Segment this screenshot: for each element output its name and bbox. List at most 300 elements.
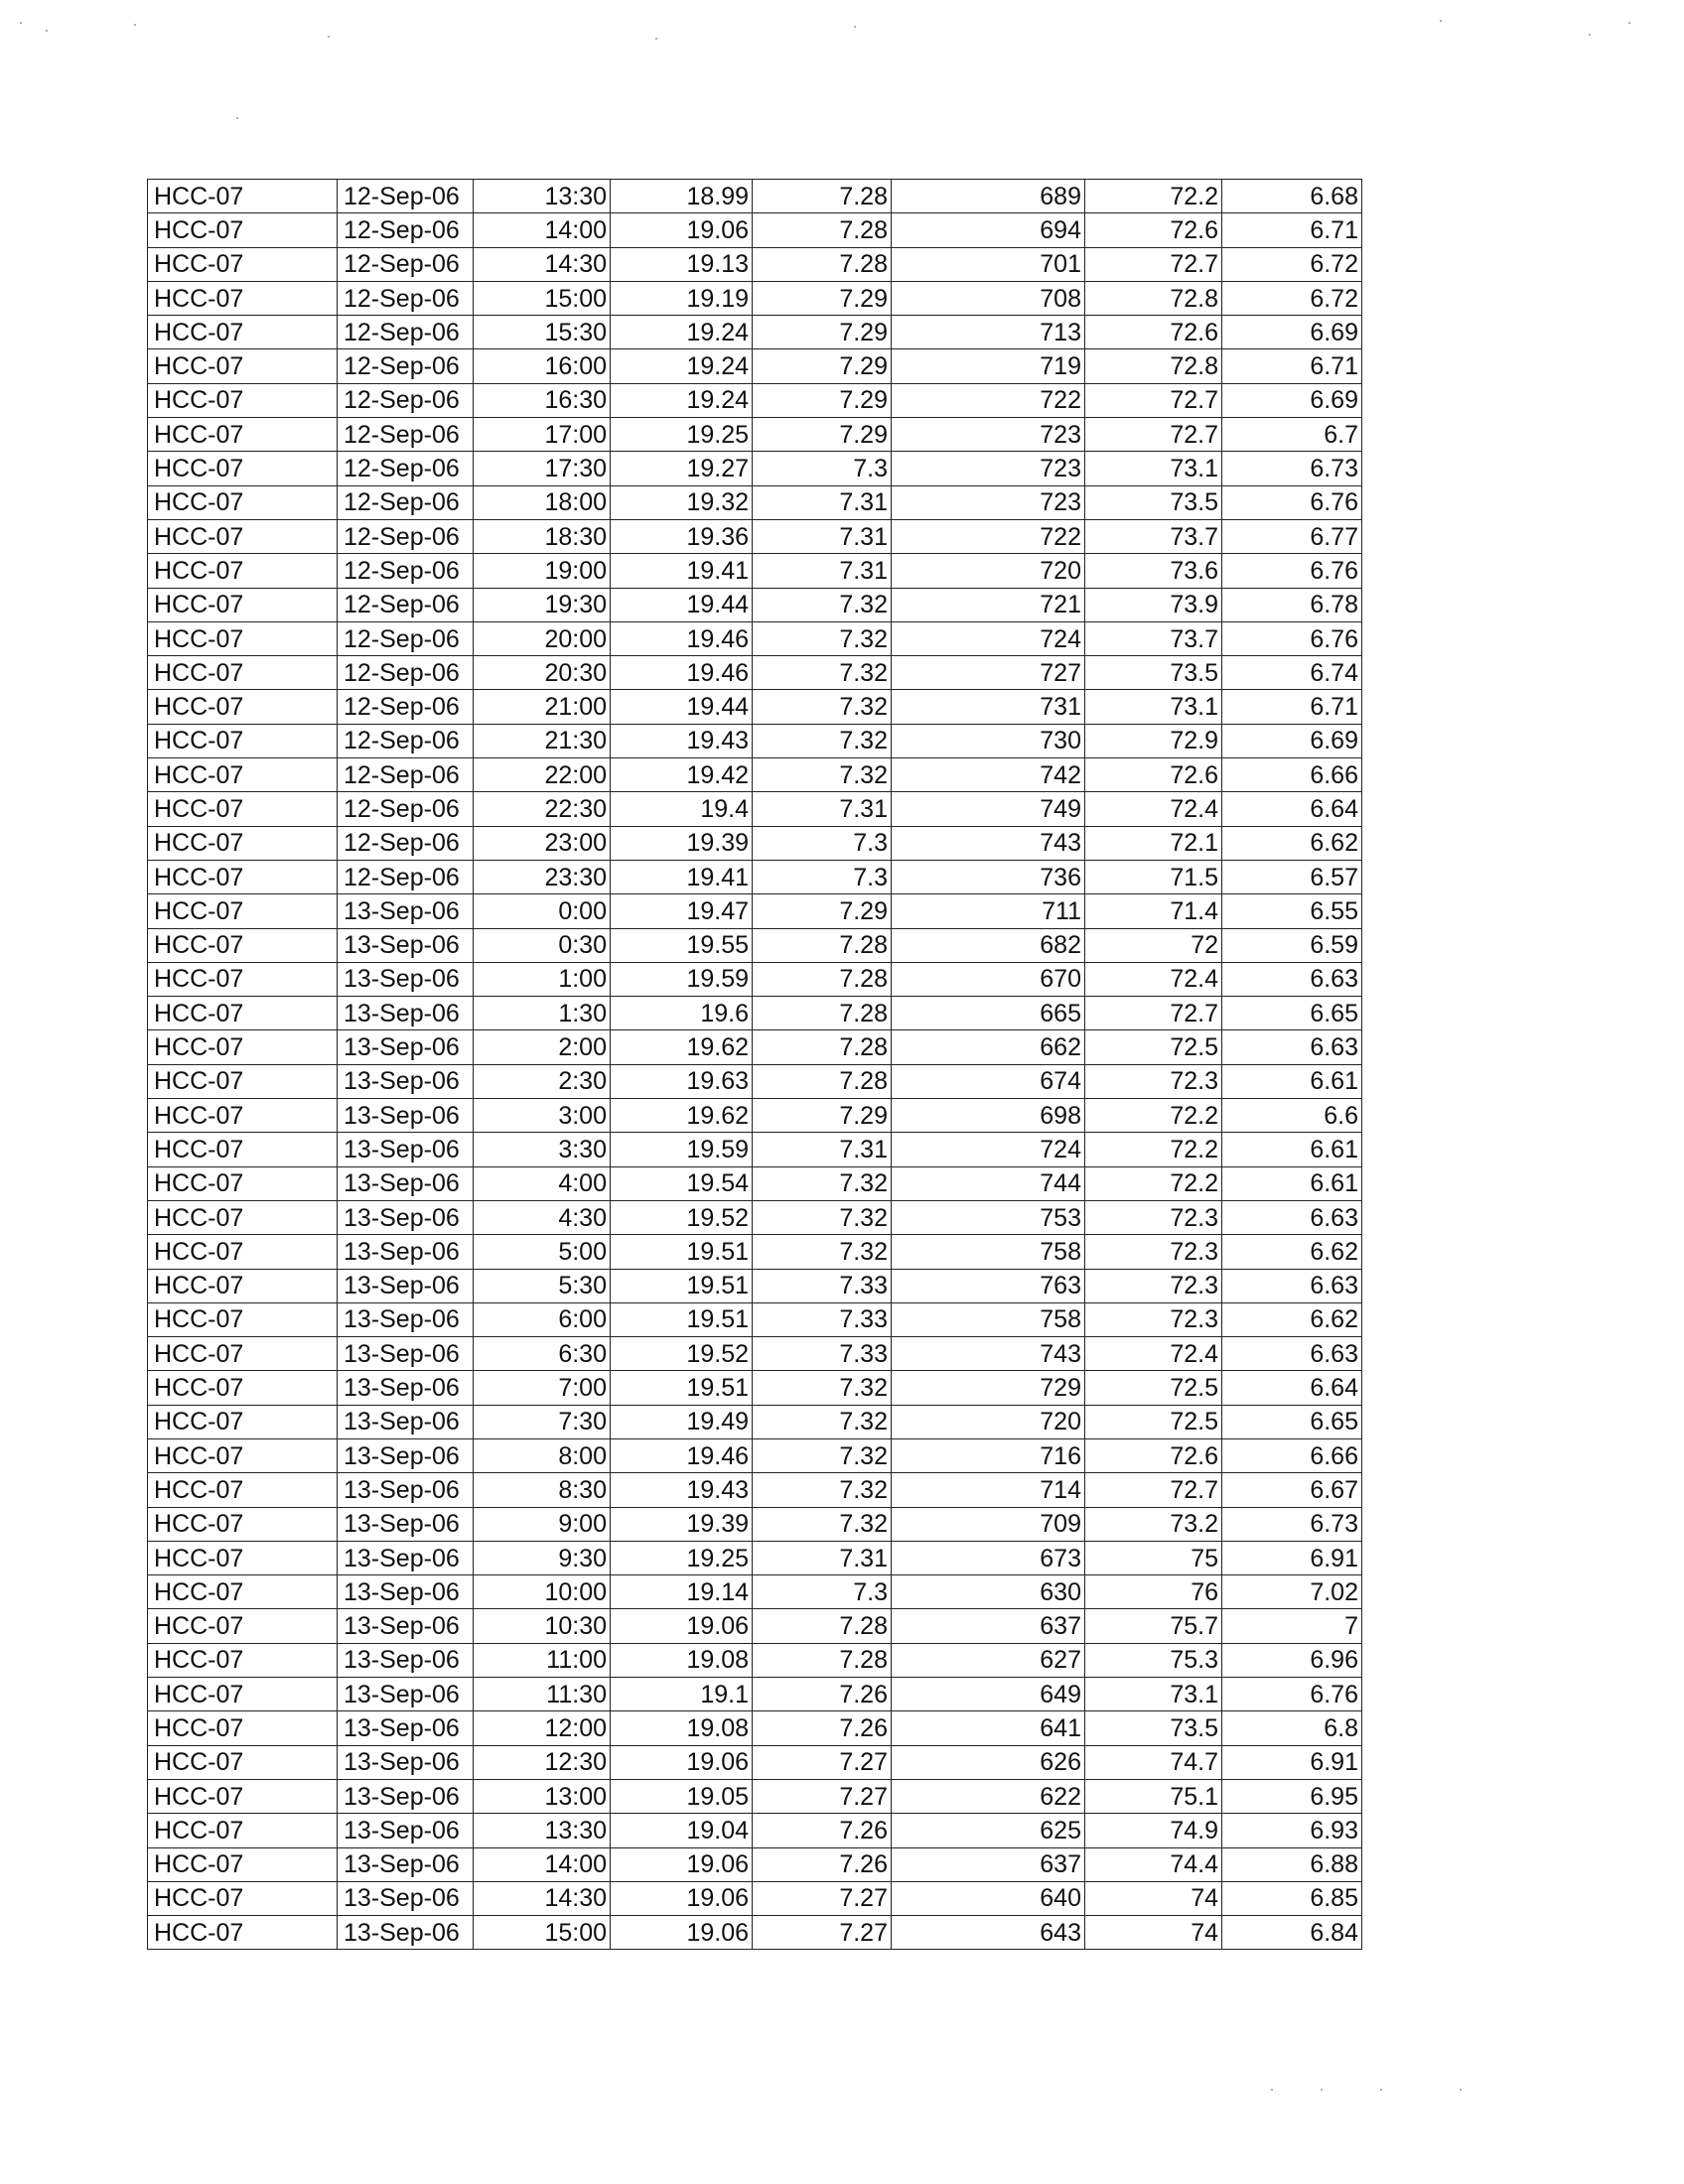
value-cell: 19.59: [611, 1133, 753, 1166]
station-id-cell: HCC-07: [148, 1030, 338, 1064]
value-cell: 19.24: [611, 316, 753, 349]
value-cell: 72.5: [1085, 1371, 1222, 1405]
table-row: [148, 180, 1362, 213]
value-cell: 73.9: [1085, 588, 1222, 621]
value-cell: 716: [892, 1438, 1085, 1472]
value-cell: 7.32: [753, 1473, 892, 1507]
value-cell: 73.1: [1085, 690, 1222, 724]
date-cell: 12-Sep-06: [338, 554, 474, 588]
date-cell: 13-Sep-06: [338, 1541, 474, 1574]
table-row: [148, 485, 1362, 519]
value-cell: 7.26: [753, 1847, 892, 1881]
value-cell: 736: [892, 860, 1085, 893]
value-cell: 7.28: [753, 1064, 892, 1098]
value-cell: 7.32: [753, 1200, 892, 1234]
value-cell: 7.32: [753, 1405, 892, 1438]
value-cell: 742: [892, 758, 1085, 792]
value-cell: 630: [892, 1575, 1085, 1609]
value-cell: 19.06: [611, 1881, 753, 1915]
station-id-cell: HCC-07: [148, 213, 338, 247]
value-cell: 7.31: [753, 485, 892, 519]
value-cell: 76: [1085, 1575, 1222, 1609]
value-cell: 74.7: [1085, 1745, 1222, 1779]
value-cell: 19.13: [611, 247, 753, 281]
value-cell: 7.32: [753, 1438, 892, 1472]
time-cell: 19:00: [474, 554, 611, 588]
table-row: [148, 554, 1362, 588]
time-cell: 5:00: [474, 1235, 611, 1269]
table-row: [148, 1541, 1362, 1574]
date-cell: 13-Sep-06: [338, 1235, 474, 1269]
value-cell: 7.31: [753, 519, 892, 553]
table-row: [148, 758, 1362, 792]
value-cell: 7.29: [753, 894, 892, 928]
value-cell: 701: [892, 247, 1085, 281]
table-row: [148, 1779, 1362, 1813]
value-cell: 72.8: [1085, 281, 1222, 315]
value-cell: 71.4: [1085, 894, 1222, 928]
value-cell: 622: [892, 1779, 1085, 1813]
station-id-cell: HCC-07: [148, 1575, 338, 1609]
time-cell: 4:30: [474, 1200, 611, 1234]
table-row: [148, 1678, 1362, 1711]
time-cell: 1:30: [474, 997, 611, 1030]
value-cell: 19.08: [611, 1711, 753, 1745]
time-cell: 14:00: [474, 213, 611, 247]
value-cell: 694: [892, 213, 1085, 247]
value-cell: 72.7: [1085, 997, 1222, 1030]
time-cell: 14:30: [474, 1881, 611, 1915]
value-cell: 627: [892, 1643, 1085, 1677]
value-cell: 72.3: [1085, 1064, 1222, 1098]
value-cell: 75.7: [1085, 1609, 1222, 1643]
station-id-cell: HCC-07: [148, 247, 338, 281]
table-row: [148, 724, 1362, 757]
value-cell: 6.71: [1222, 213, 1362, 247]
value-cell: 673: [892, 1541, 1085, 1574]
date-cell: 13-Sep-06: [338, 1881, 474, 1915]
date-cell: 13-Sep-06: [338, 1166, 474, 1200]
scan-speck: [236, 117, 238, 119]
value-cell: 6.63: [1222, 1337, 1362, 1371]
value-cell: 72.3: [1085, 1200, 1222, 1234]
value-cell: 7.29: [753, 281, 892, 315]
time-cell: 2:30: [474, 1064, 611, 1098]
date-cell: 13-Sep-06: [338, 997, 474, 1030]
value-cell: 637: [892, 1609, 1085, 1643]
value-cell: 73.5: [1085, 1711, 1222, 1745]
value-cell: 73.7: [1085, 519, 1222, 553]
time-cell: 23:00: [474, 826, 611, 860]
value-cell: 6.69: [1222, 316, 1362, 349]
date-cell: 13-Sep-06: [338, 1678, 474, 1711]
station-id-cell: HCC-07: [148, 1541, 338, 1574]
value-cell: 713: [892, 316, 1085, 349]
value-cell: 19.52: [611, 1200, 753, 1234]
value-cell: 720: [892, 1405, 1085, 1438]
value-cell: 698: [892, 1099, 1085, 1133]
scan-speck: [328, 36, 330, 38]
value-cell: 19.46: [611, 656, 753, 690]
value-cell: 72.4: [1085, 962, 1222, 996]
value-cell: 7.29: [753, 349, 892, 383]
date-cell: 13-Sep-06: [338, 1609, 474, 1643]
date-cell: 13-Sep-06: [338, 1200, 474, 1234]
value-cell: 19.43: [611, 1473, 753, 1507]
table-row: [148, 349, 1362, 383]
time-cell: 17:00: [474, 418, 611, 452]
value-cell: 19.25: [611, 1541, 753, 1574]
station-id-cell: HCC-07: [148, 1507, 338, 1541]
value-cell: 7.32: [753, 1507, 892, 1541]
table-row: [148, 1133, 1362, 1166]
value-cell: 744: [892, 1166, 1085, 1200]
value-cell: 626: [892, 1745, 1085, 1779]
time-cell: 6:00: [474, 1302, 611, 1336]
value-cell: 6.66: [1222, 758, 1362, 792]
value-cell: 6.74: [1222, 656, 1362, 690]
date-cell: 13-Sep-06: [338, 1064, 474, 1098]
value-cell: 73.6: [1085, 554, 1222, 588]
value-cell: 7.32: [753, 758, 892, 792]
value-cell: 743: [892, 1337, 1085, 1371]
value-cell: 73.7: [1085, 621, 1222, 655]
station-id-cell: HCC-07: [148, 860, 338, 893]
value-cell: 6.73: [1222, 452, 1362, 485]
value-cell: 19.39: [611, 826, 753, 860]
value-cell: 73.2: [1085, 1507, 1222, 1541]
table-row: [148, 928, 1362, 962]
value-cell: 7.31: [753, 554, 892, 588]
value-cell: 6.8: [1222, 1711, 1362, 1745]
date-cell: 12-Sep-06: [338, 281, 474, 315]
value-cell: 19.41: [611, 554, 753, 588]
value-cell: 720: [892, 554, 1085, 588]
scan-speck: [46, 30, 48, 32]
value-cell: 72.7: [1085, 383, 1222, 417]
value-cell: 19.24: [611, 349, 753, 383]
value-cell: 7.32: [753, 1371, 892, 1405]
station-id-cell: HCC-07: [148, 383, 338, 417]
value-cell: 7.3: [753, 826, 892, 860]
station-id-cell: HCC-07: [148, 1814, 338, 1847]
date-cell: 13-Sep-06: [338, 1473, 474, 1507]
station-id-cell: HCC-07: [148, 1302, 338, 1336]
date-cell: 12-Sep-06: [338, 418, 474, 452]
date-cell: 12-Sep-06: [338, 826, 474, 860]
date-cell: 13-Sep-06: [338, 1438, 474, 1472]
value-cell: 75: [1085, 1541, 1222, 1574]
time-cell: 9:00: [474, 1507, 611, 1541]
table-row: [148, 621, 1362, 655]
value-cell: 6.67: [1222, 1473, 1362, 1507]
station-id-cell: HCC-07: [148, 826, 338, 860]
station-id-cell: HCC-07: [148, 1916, 338, 1950]
time-cell: 21:00: [474, 690, 611, 724]
value-cell: 19.44: [611, 588, 753, 621]
time-cell: 10:00: [474, 1575, 611, 1609]
value-cell: 19.43: [611, 724, 753, 757]
value-cell: 19.27: [611, 452, 753, 485]
value-cell: 72.6: [1085, 758, 1222, 792]
value-cell: 19.51: [611, 1302, 753, 1336]
date-cell: 12-Sep-06: [338, 656, 474, 690]
value-cell: 6.73: [1222, 1507, 1362, 1541]
value-cell: 7.32: [753, 1235, 892, 1269]
time-cell: 16:30: [474, 383, 611, 417]
value-cell: 18.99: [611, 180, 753, 213]
value-cell: 19.59: [611, 962, 753, 996]
time-cell: 0:30: [474, 928, 611, 962]
time-cell: 13:30: [474, 1814, 611, 1847]
station-id-cell: HCC-07: [148, 962, 338, 996]
time-cell: 21:30: [474, 724, 611, 757]
station-id-cell: HCC-07: [148, 894, 338, 928]
value-cell: 6.66: [1222, 1438, 1362, 1472]
value-cell: 6.62: [1222, 826, 1362, 860]
station-id-cell: HCC-07: [148, 758, 338, 792]
time-cell: 7:00: [474, 1371, 611, 1405]
value-cell: 19.46: [611, 1438, 753, 1472]
date-cell: 13-Sep-06: [338, 1745, 474, 1779]
scan-speck: [20, 22, 22, 24]
station-id-cell: HCC-07: [148, 281, 338, 315]
value-cell: 719: [892, 349, 1085, 383]
table-row: [148, 860, 1362, 893]
value-cell: 6.71: [1222, 349, 1362, 383]
station-id-cell: HCC-07: [148, 1881, 338, 1915]
table-row: [148, 1030, 1362, 1064]
table-row: [148, 281, 1362, 315]
time-cell: 9:30: [474, 1541, 611, 1574]
value-cell: 6.62: [1222, 1302, 1362, 1336]
station-id-cell: HCC-07: [148, 1064, 338, 1098]
value-cell: 19.39: [611, 1507, 753, 1541]
value-cell: 763: [892, 1269, 1085, 1302]
value-cell: 6.91: [1222, 1745, 1362, 1779]
scan-speck: [1380, 2089, 1382, 2091]
station-id-cell: HCC-07: [148, 418, 338, 452]
value-cell: 6.72: [1222, 247, 1362, 281]
value-cell: 7.28: [753, 928, 892, 962]
value-cell: 753: [892, 1200, 1085, 1234]
value-cell: 670: [892, 962, 1085, 996]
table-row: [148, 1609, 1362, 1643]
time-cell: 18:00: [474, 485, 611, 519]
value-cell: 72.7: [1085, 418, 1222, 452]
time-cell: 22:00: [474, 758, 611, 792]
time-cell: 8:30: [474, 1473, 611, 1507]
value-cell: 73.1: [1085, 452, 1222, 485]
station-id-cell: HCC-07: [148, 588, 338, 621]
station-id-cell: HCC-07: [148, 349, 338, 383]
value-cell: 709: [892, 1507, 1085, 1541]
station-id-cell: HCC-07: [148, 1745, 338, 1779]
value-cell: 729: [892, 1371, 1085, 1405]
value-cell: 7.32: [753, 1166, 892, 1200]
date-cell: 13-Sep-06: [338, 1643, 474, 1677]
value-cell: 74.4: [1085, 1847, 1222, 1881]
date-cell: 12-Sep-06: [338, 621, 474, 655]
value-cell: 72.7: [1085, 1473, 1222, 1507]
value-cell: 6.63: [1222, 1269, 1362, 1302]
table-row: [148, 894, 1362, 928]
value-cell: 6.84: [1222, 1916, 1362, 1950]
table-row: [148, 1745, 1362, 1779]
table-row: [148, 1371, 1362, 1405]
scan-speck: [1440, 20, 1442, 22]
value-cell: 19.24: [611, 383, 753, 417]
value-cell: 7.29: [753, 316, 892, 349]
value-cell: 7.29: [753, 1099, 892, 1133]
value-cell: 6.88: [1222, 1847, 1362, 1881]
station-id-cell: HCC-07: [148, 180, 338, 213]
table-row: [148, 519, 1362, 553]
time-cell: 12:30: [474, 1745, 611, 1779]
value-cell: 749: [892, 792, 1085, 826]
value-cell: 743: [892, 826, 1085, 860]
value-cell: 727: [892, 656, 1085, 690]
time-cell: 16:00: [474, 349, 611, 383]
time-cell: 20:30: [474, 656, 611, 690]
date-cell: 13-Sep-06: [338, 1030, 474, 1064]
time-cell: 14:30: [474, 247, 611, 281]
station-id-cell: HCC-07: [148, 1371, 338, 1405]
station-id-cell: HCC-07: [148, 690, 338, 724]
table-row: [148, 826, 1362, 860]
station-id-cell: HCC-07: [148, 1235, 338, 1269]
station-id-cell: HCC-07: [148, 1337, 338, 1371]
value-cell: 19.36: [611, 519, 753, 553]
scan-speck: [1628, 22, 1630, 24]
date-cell: 13-Sep-06: [338, 1302, 474, 1336]
value-cell: 19.06: [611, 1847, 753, 1881]
time-cell: 0:00: [474, 894, 611, 928]
table-row: [148, 656, 1362, 690]
date-cell: 13-Sep-06: [338, 1507, 474, 1541]
time-cell: 3:00: [474, 1099, 611, 1133]
date-cell: 12-Sep-06: [338, 519, 474, 553]
table-row: [148, 1473, 1362, 1507]
value-cell: 72.2: [1085, 1133, 1222, 1166]
value-cell: 6.71: [1222, 690, 1362, 724]
value-cell: 19.06: [611, 1916, 753, 1950]
value-cell: 7.28: [753, 247, 892, 281]
date-cell: 13-Sep-06: [338, 894, 474, 928]
value-cell: 74: [1085, 1916, 1222, 1950]
value-cell: 7.28: [753, 213, 892, 247]
value-cell: 7.29: [753, 418, 892, 452]
value-cell: 722: [892, 383, 1085, 417]
value-cell: 19.1: [611, 1678, 753, 1711]
scan-speck: [655, 38, 657, 40]
time-cell: 4:00: [474, 1166, 611, 1200]
value-cell: 674: [892, 1064, 1085, 1098]
time-cell: 8:00: [474, 1438, 611, 1472]
date-cell: 12-Sep-06: [338, 860, 474, 893]
station-id-cell: HCC-07: [148, 1711, 338, 1745]
scan-speck: [1321, 2089, 1323, 2091]
value-cell: 7.27: [753, 1745, 892, 1779]
station-id-cell: HCC-07: [148, 621, 338, 655]
station-id-cell: HCC-07: [148, 316, 338, 349]
value-cell: 6.63: [1222, 962, 1362, 996]
date-cell: 12-Sep-06: [338, 180, 474, 213]
table-row: [148, 962, 1362, 996]
table-row: [148, 1405, 1362, 1438]
value-cell: 19.41: [611, 860, 753, 893]
scan-speck: [1460, 2089, 1462, 2091]
date-cell: 12-Sep-06: [338, 724, 474, 757]
value-cell: 731: [892, 690, 1085, 724]
table-row: [148, 247, 1362, 281]
station-id-cell: HCC-07: [148, 1133, 338, 1166]
station-id-cell: HCC-07: [148, 1099, 338, 1133]
value-cell: 19.14: [611, 1575, 753, 1609]
date-cell: 12-Sep-06: [338, 485, 474, 519]
value-cell: 19.06: [611, 213, 753, 247]
scan-speck: [134, 24, 136, 26]
value-cell: 723: [892, 418, 1085, 452]
value-cell: 72.2: [1085, 1099, 1222, 1133]
value-cell: 19.63: [611, 1064, 753, 1098]
value-cell: 6.59: [1222, 928, 1362, 962]
station-id-cell: HCC-07: [148, 928, 338, 962]
table-row: [148, 213, 1362, 247]
time-cell: 11:30: [474, 1678, 611, 1711]
table-row: [148, 1200, 1362, 1234]
value-cell: 19.62: [611, 1099, 753, 1133]
date-cell: 13-Sep-06: [338, 1575, 474, 1609]
value-cell: 72.5: [1085, 1405, 1222, 1438]
value-cell: 72.2: [1085, 180, 1222, 213]
time-cell: 10:30: [474, 1609, 611, 1643]
date-cell: 13-Sep-06: [338, 1337, 474, 1371]
value-cell: 662: [892, 1030, 1085, 1064]
value-cell: 7.3: [753, 860, 892, 893]
time-cell: 17:30: [474, 452, 611, 485]
table-row: [148, 1916, 1362, 1950]
table-row: [148, 316, 1362, 349]
value-cell: 643: [892, 1916, 1085, 1950]
value-cell: 19.49: [611, 1405, 753, 1438]
value-cell: 19.62: [611, 1030, 753, 1064]
value-cell: 7: [1222, 1609, 1362, 1643]
value-cell: 640: [892, 1881, 1085, 1915]
value-cell: 723: [892, 485, 1085, 519]
time-cell: 15:00: [474, 1916, 611, 1950]
value-cell: 649: [892, 1678, 1085, 1711]
station-id-cell: HCC-07: [148, 1473, 338, 1507]
value-cell: 75.1: [1085, 1779, 1222, 1813]
value-cell: 7.32: [753, 588, 892, 621]
table-row: [148, 1302, 1362, 1336]
date-cell: 13-Sep-06: [338, 1711, 474, 1745]
value-cell: 74: [1085, 1881, 1222, 1915]
value-cell: 72.6: [1085, 316, 1222, 349]
time-cell: 13:00: [474, 1779, 611, 1813]
value-cell: 7.32: [753, 724, 892, 757]
value-cell: 6.61: [1222, 1166, 1362, 1200]
value-cell: 72: [1085, 928, 1222, 962]
value-cell: 6.76: [1222, 554, 1362, 588]
date-cell: 13-Sep-06: [338, 1814, 474, 1847]
station-id-cell: HCC-07: [148, 519, 338, 553]
value-cell: 72.3: [1085, 1269, 1222, 1302]
value-cell: 6.65: [1222, 997, 1362, 1030]
time-cell: 5:30: [474, 1269, 611, 1302]
date-cell: 13-Sep-06: [338, 1133, 474, 1166]
